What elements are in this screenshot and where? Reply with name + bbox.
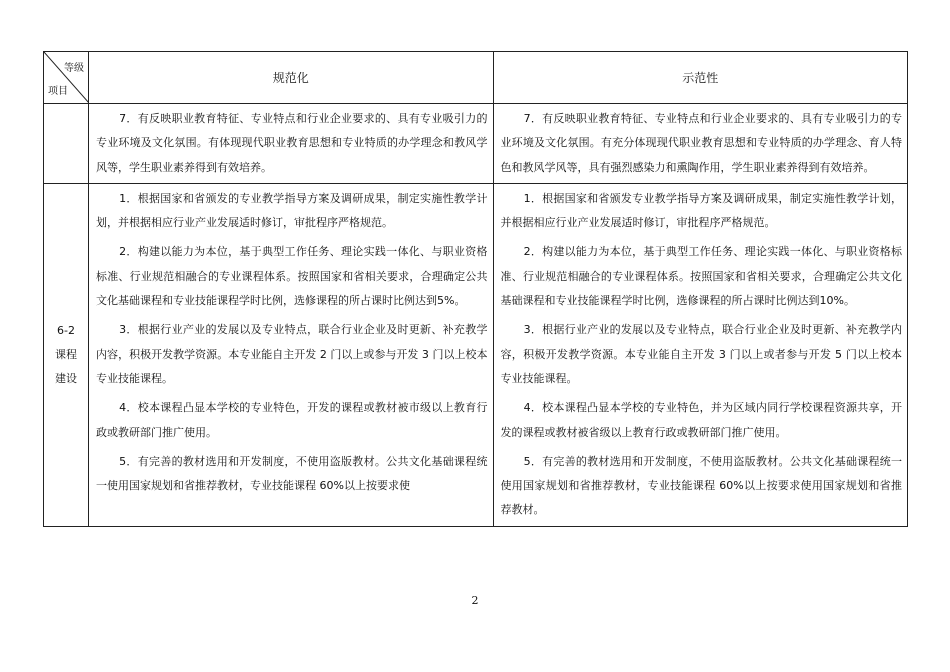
table-row-course [44, 183, 908, 526]
diagonal-header-cell [44, 52, 89, 104]
empty-item-cell [44, 104, 89, 184]
paragraph: 3．根据行业产业的发展以及专业特点，联合行业企业及时更新、补充教学内容，积极开发教学资源。本专业能自主开发 2 门以上或参与开发 3 门以上校本专业技能课程。 [96, 323, 488, 385]
page-number: 2 [471, 594, 479, 607]
paragraph: 1．根据国家和省颁发的专业教学指导方案及调研成果，制定实施性教学计划，并根据相应行业产业发展适时修订，审批程序严格规范。 [96, 191, 488, 230]
standards-table [43, 51, 908, 527]
item-cell-course [44, 183, 89, 526]
cell-env-standard [89, 104, 493, 184]
cell-env-demo [493, 104, 908, 184]
paragraph: 1．根据国家和省颁发专业教学指导方案及调研成果，制定实施性教学计划，并根据相应行业产业发展适时修订，审批程序严格规范。 [500, 191, 902, 230]
item-name-line2: 建设 [55, 371, 78, 385]
item-code: 6-2 [57, 323, 75, 337]
paragraph: 7．有反映职业教育特征、专业特点和行业企业要求的、具有专业吸引力的专业环境及文化氛围。有体现现代职业教育思想和专业特质的办学理念和教风学风等，学生职业素养得到有效培养。 [96, 112, 488, 174]
item-label: 项目 [48, 86, 68, 97]
paragraph: 2．构建以能力为本位，基于典型工作任务、理论实践一体化、与职业资格标准、行业规范相融合的专业课程体系。按照国家和省相关要求，合理确定公共文化基础课程和专业技能课程学时比例，选修课程的所占课时比例达到5%。 [96, 245, 488, 308]
paragraph: 7．有反映职业教育特征、专业特点和行业企业要求的、具有专业吸引力的专业环境及文化氛围。有充分体现现代职业教育思想和专业特质的办学理念、育人特色和教风学风等，具有强烈感染力和熏陶作用，学生职业素养得到有效培养。 [500, 112, 902, 174]
table-header-row [44, 52, 908, 104]
paragraph: 5．有完善的教材选用和开发制度，不使用盗版教材。公共文化基础课程统一使用国家规划和省推荐教材，专业技能课程 60%以上按要求使 [96, 454, 488, 493]
table-row-environment [44, 104, 908, 184]
paragraph: 2．构建以能力为本位，基于典型工作任务、理论实践一体化、与职业资格标准、行业规范相融合的专业课程体系。按照国家和省相关要求，合理确定公共文化基础课程和专业技能课程学时比例，选修课程的所占课时比例达到10%。 [500, 245, 902, 308]
paragraph: 5．有完善的教材选用和开发制度，不使用盗版教材。公共文化基础课程统一使用国家规划和省推荐教材，专业技能课程 60%以上按要求使用国家规划和省推荐教材。 [500, 454, 902, 517]
cell-course-standard [89, 183, 493, 526]
column-header-standard: 规范化 [89, 52, 493, 104]
column-header-demo: 示范性 [493, 52, 908, 104]
cell-course-demo [493, 183, 908, 526]
level-label: 等级 [64, 63, 85, 74]
item-name-line1: 课程 [55, 347, 78, 361]
paragraph: 4．校本课程凸显本学校的专业特色，并为区域内同行学校课程资源共享，开发的课程或教材被省级以上教育行政或教研部门推广使用。 [500, 401, 902, 439]
paragraph: 4．校本课程凸显本学校的专业特色，开发的课程或教材被市级以上教育行政或教研部门推广使用。 [96, 401, 488, 439]
paragraph: 3．根据行业产业的发展以及专业特点，联合行业企业及时更新、补充教学内容，积极开发教学资源。本专业能自主开发 3 门以上或者参与开发 5 门以上校本专业技能课程。 [500, 323, 902, 385]
